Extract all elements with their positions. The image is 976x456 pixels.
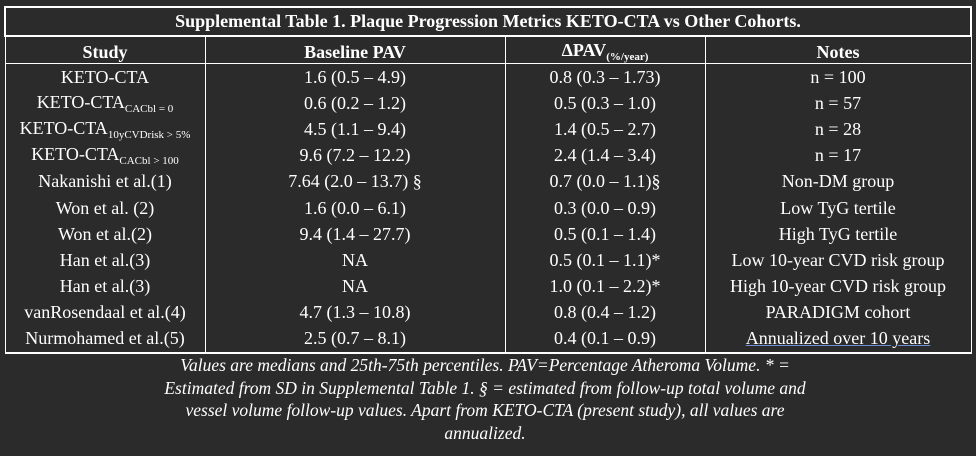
cell-study — [5, 90, 205, 116]
cell-delta-pav: 0.5 (0.1 – 1.1)* — [505, 247, 705, 273]
cell-delta-pav: 1.0 (0.1 – 2.2)* — [505, 274, 705, 300]
cell-delta-pav: 0.5 (0.3 – 1.0) — [505, 90, 705, 116]
study-name: Won et al. (2) — [55, 197, 155, 218]
table-footnote — [100, 354, 870, 444]
table-body — [5, 64, 971, 354]
study-name: KETO-CTA — [19, 117, 108, 138]
column-header-study: Study — [5, 36, 205, 64]
cell-notes: Non-DM group — [705, 169, 971, 195]
study-name: vanRosendaal et al.(4) — [24, 302, 186, 323]
table-row — [5, 274, 971, 300]
cell-baseline-pav: NA — [205, 274, 505, 300]
cell-baseline-pav: 1.6 (0.5 – 4.9) — [205, 64, 505, 91]
study-subgroup: CACbl = 0 — [124, 102, 174, 115]
cell-delta-pav: 2.4 (1.4 – 3.4) — [505, 143, 705, 169]
cell-baseline-pav: 2.5 (0.7 – 8.1) — [205, 326, 505, 353]
study-name: KETO-CTA — [36, 91, 125, 112]
table-row — [5, 195, 971, 221]
study-subgroup: 10yCVDrisk > 5% — [107, 128, 191, 141]
table-title: Supplemental Table 1. Plaque Progression Metrics KETO-CTA vs Other Cohorts. — [5, 7, 971, 36]
cell-baseline-pav: 7.64 (2.0 – 13.7) § — [205, 169, 505, 195]
footnote-line: Estimated from SD in Supplemental Table 1. § = estimated from follow-up total volume and — [164, 377, 806, 398]
cell-notes: High 10-year CVD risk group — [705, 274, 971, 300]
cell-study — [5, 300, 205, 326]
delta-pav-unit: (%/year) — [606, 51, 649, 63]
table-row — [5, 64, 971, 91]
cell-delta-pav: 0.8 (0.4 – 1.2) — [505, 300, 705, 326]
cell-delta-pav: 0.3 (0.0 – 0.9) — [505, 195, 705, 221]
cell-notes: n = 17 — [705, 143, 971, 169]
cell-notes: Low TyG tertile — [705, 195, 971, 221]
cell-notes: n = 28 — [705, 116, 971, 142]
study-name: KETO-CTA — [60, 66, 150, 87]
cell-notes: High TyG tertile — [705, 221, 971, 247]
cell-study — [5, 116, 205, 142]
cell-notes: PARADIGM cohort — [705, 300, 971, 326]
cell-baseline-pav: 1.6 (0.0 – 6.1) — [205, 195, 505, 221]
cell-notes: Annualized over 10 years — [705, 326, 971, 353]
cell-study — [5, 221, 205, 247]
cell-baseline-pav: 9.4 (1.4 – 27.7) — [205, 221, 505, 247]
cell-study — [5, 326, 205, 353]
cell-study — [5, 274, 205, 300]
table-row — [5, 221, 971, 247]
cell-baseline-pav: 0.6 (0.2 – 1.2) — [205, 90, 505, 116]
cell-baseline-pav: 4.5 (1.1 – 9.4) — [205, 116, 505, 142]
table-row — [5, 169, 971, 195]
column-header-notes: Notes — [705, 36, 971, 64]
footnote-line: vessel volume follow-up values. Apart from KETO-CTA (present study), all values are — [185, 400, 785, 420]
table-row — [5, 90, 971, 116]
table-row — [5, 116, 971, 142]
cell-delta-pav: 0.4 (0.1 – 0.9) — [505, 326, 705, 353]
column-header-baseline-pav: Baseline PAV — [205, 36, 505, 64]
cell-study — [5, 143, 205, 169]
cell-notes: n = 100 — [705, 64, 971, 91]
study-name: Nurmohamed et al.(5) — [25, 328, 185, 349]
cell-delta-pav: 0.8 (0.3 – 1.73) — [505, 64, 705, 91]
cell-delta-pav: 0.7 (0.0 – 1.1)§ — [505, 169, 705, 195]
cell-study — [5, 169, 205, 195]
column-header-delta-pav — [505, 36, 705, 64]
cell-study — [5, 195, 205, 221]
table-row — [5, 300, 971, 326]
footnote-line: annualized. — [444, 422, 526, 443]
table-row — [5, 247, 971, 273]
cell-notes: n = 57 — [705, 90, 971, 116]
study-name: Han et al.(3) — [59, 276, 151, 297]
cell-notes: Low 10-year CVD risk group — [705, 247, 971, 273]
cell-delta-pav: 1.4 (0.5 – 2.7) — [505, 116, 705, 142]
study-name: Won et al.(2) — [57, 223, 153, 244]
table-row — [5, 143, 971, 169]
plaque-progression-table — [4, 6, 972, 354]
cell-study — [5, 247, 205, 273]
footnote-line: Values are medians and 25th-75th percentiles. PAV=Percentage Atheroma Volume. * = — [180, 355, 790, 375]
cell-delta-pav: 0.5 (0.1 – 1.4) — [505, 221, 705, 247]
study-subgroup: CACbl > 100 — [119, 155, 179, 168]
study-name: KETO-CTA — [31, 144, 120, 165]
cell-study — [5, 64, 205, 91]
study-name: Nakanishi et al.(1) — [38, 171, 172, 192]
cell-baseline-pav: 4.7 (1.3 – 10.8) — [205, 300, 505, 326]
delta-pav-label: ΔPAV — [561, 40, 607, 60]
table-row — [5, 326, 971, 353]
study-name: Han et al.(3) — [59, 249, 151, 270]
cell-baseline-pav: NA — [205, 247, 505, 273]
cell-baseline-pav: 9.6 (7.2 – 12.2) — [205, 143, 505, 169]
